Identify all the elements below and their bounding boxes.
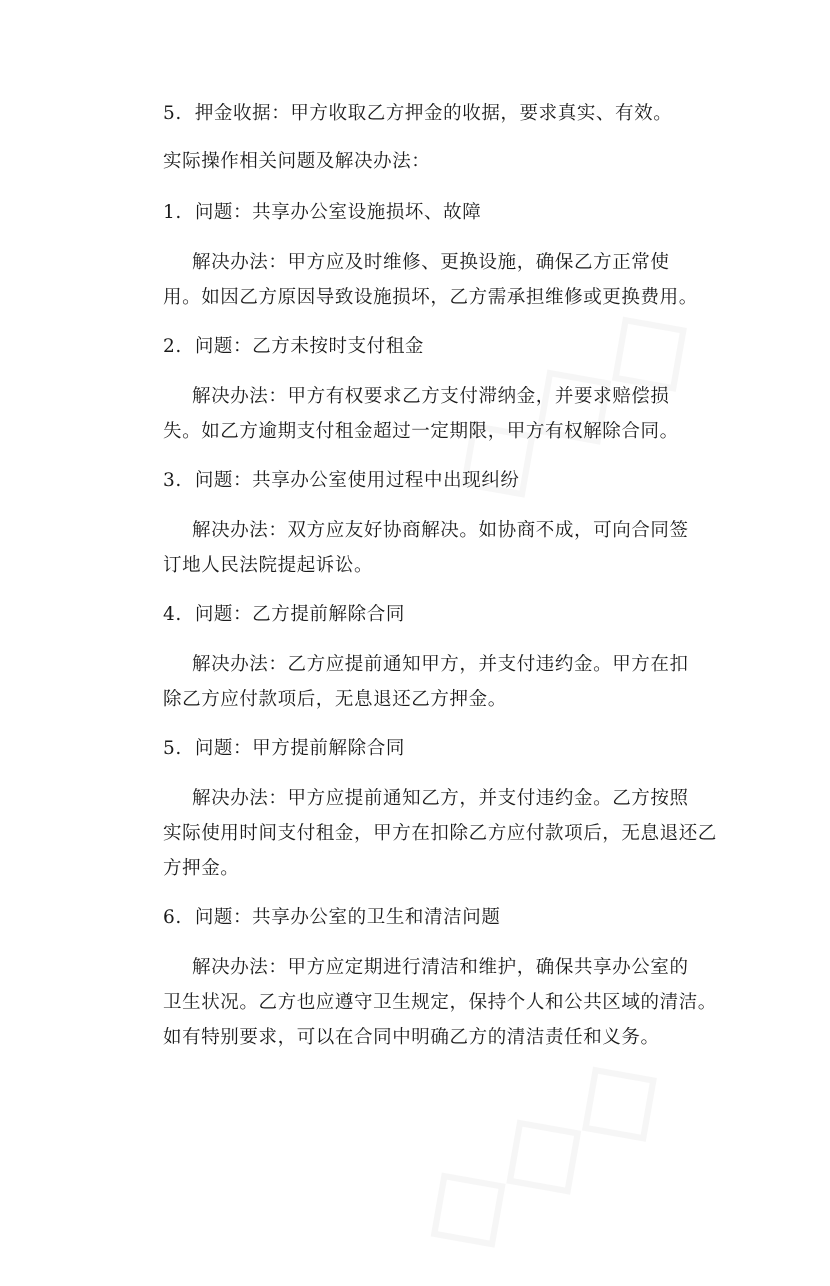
issue-number: 4.: [163, 604, 182, 625]
watermark-mark: [385, 1013, 692, 1286]
section-heading: 实际操作相关问题及解决办法：: [163, 151, 431, 172]
solution-line: 实际使用时间支付租金，甲方在扣除乙方应付款项后，无息退还乙: [163, 823, 717, 844]
solution-line: 用。如因乙方原因导致设施损坏，乙方需承担维修或更换费用。: [163, 287, 698, 308]
issue-title-text: 问题：共享办公室使用过程中出现纠纷: [194, 470, 520, 491]
solution-line: 解决办法：甲方应提前通知乙方，并支付违约金。乙方按照: [192, 788, 689, 809]
issue-number: 6.: [163, 907, 182, 928]
solution-line: 卫生状况。乙方也应遵守卫生规定，保持个人和公共区域的清洁。: [163, 992, 717, 1013]
issue-title: [163, 201, 481, 225]
issue-title-text: 问题：共享办公室设施损坏、故障: [194, 202, 482, 223]
issue-title-text: 问题：甲方提前解除合同: [194, 738, 405, 759]
issue-title: [163, 737, 405, 761]
deposit-item: [163, 102, 672, 126]
issue-title: [163, 335, 424, 359]
solution-line: 解决办法：甲方应及时维修、更换设施，确保乙方正常使: [192, 252, 670, 273]
issue-title-text: 问题：乙方提前解除合同: [194, 604, 405, 625]
issue-number: 2.: [163, 336, 182, 357]
issue-number: 5.: [163, 738, 182, 759]
issue-number: 3.: [163, 470, 182, 491]
item-number: 5.: [163, 103, 182, 124]
issue-title: [163, 469, 520, 493]
solution-line: 失。如乙方逾期支付租金超过一定期限，甲方有权解除合同。: [163, 421, 679, 442]
solution-line: 方押金。: [163, 858, 240, 879]
issue-title-text: 问题：共享办公室的卫生和清洁问题: [194, 907, 501, 928]
solution-line: 解决办法：甲方应定期进行清洁和维护，确保共享办公室的: [192, 957, 689, 978]
issue-number: 1.: [163, 202, 182, 223]
issue-title: [163, 906, 500, 930]
solution-line: 解决办法：双方应友好协商解决。如协商不成，可向合同签: [192, 520, 689, 541]
item-text: 押金收据：甲方收取乙方押金的收据，要求真实、有效。: [194, 103, 673, 124]
solution-line: 解决办法：甲方有权要求乙方支付滞纳金，并要求赔偿损: [192, 386, 670, 407]
issue-title: [163, 603, 405, 627]
solution-line: 订地人民法院提起诉讼。: [163, 555, 374, 576]
solution-line: 解决办法：乙方应提前通知甲方，并支付违约金。甲方在扣: [192, 654, 689, 675]
issue-title-text: 问题：乙方未按时支付租金: [194, 336, 425, 357]
solution-line: 除乙方应付款项后，无息退还乙方押金。: [163, 689, 507, 710]
solution-line: 如有特别要求，可以在合同中明确乙方的清洁责任和义务。: [163, 1027, 660, 1048]
